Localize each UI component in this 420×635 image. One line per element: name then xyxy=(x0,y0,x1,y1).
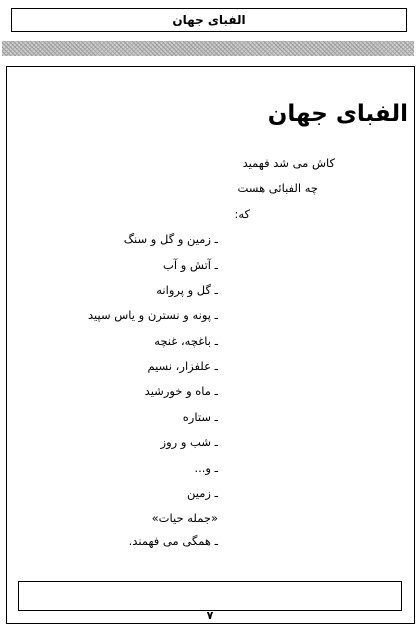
page-title: الفبای جهان xyxy=(267,101,408,127)
poem-line: ـ ستاره xyxy=(182,410,218,424)
poem-line: ـ و... xyxy=(194,461,218,475)
poem-line: ـ آتش و آب xyxy=(163,258,218,272)
poem-line: ـ گل و پروانه xyxy=(156,283,218,297)
poem-line: کاش می شد فهمید xyxy=(242,156,335,170)
poem-line: ـ زمین xyxy=(187,486,218,500)
poem-line: «جمله حیات» xyxy=(151,511,218,525)
poem-line: ـ شب و روز xyxy=(160,435,218,449)
poem-line: ـ همگی می فهمند. xyxy=(128,534,218,548)
poem-line: چه الفبائی هست xyxy=(237,181,318,195)
poem-line: ـ علفزار، نسیم xyxy=(147,359,218,373)
poem-line: ـ زمین و گل و سنگ xyxy=(123,232,218,246)
header-title-box xyxy=(11,8,407,32)
poem-line: که: xyxy=(234,207,250,221)
dotted-divider-band xyxy=(2,41,414,56)
page-number: ۷ xyxy=(206,609,214,622)
footer-box xyxy=(18,581,402,611)
header-title: الفبای جهان xyxy=(172,13,246,27)
poem-line: ـ ماه و خورشید xyxy=(144,384,218,398)
poem-line: ـ پونه و نسترن و یاس سپید xyxy=(88,308,218,322)
poem-line: ـ باغچه، غنچه xyxy=(154,334,218,348)
